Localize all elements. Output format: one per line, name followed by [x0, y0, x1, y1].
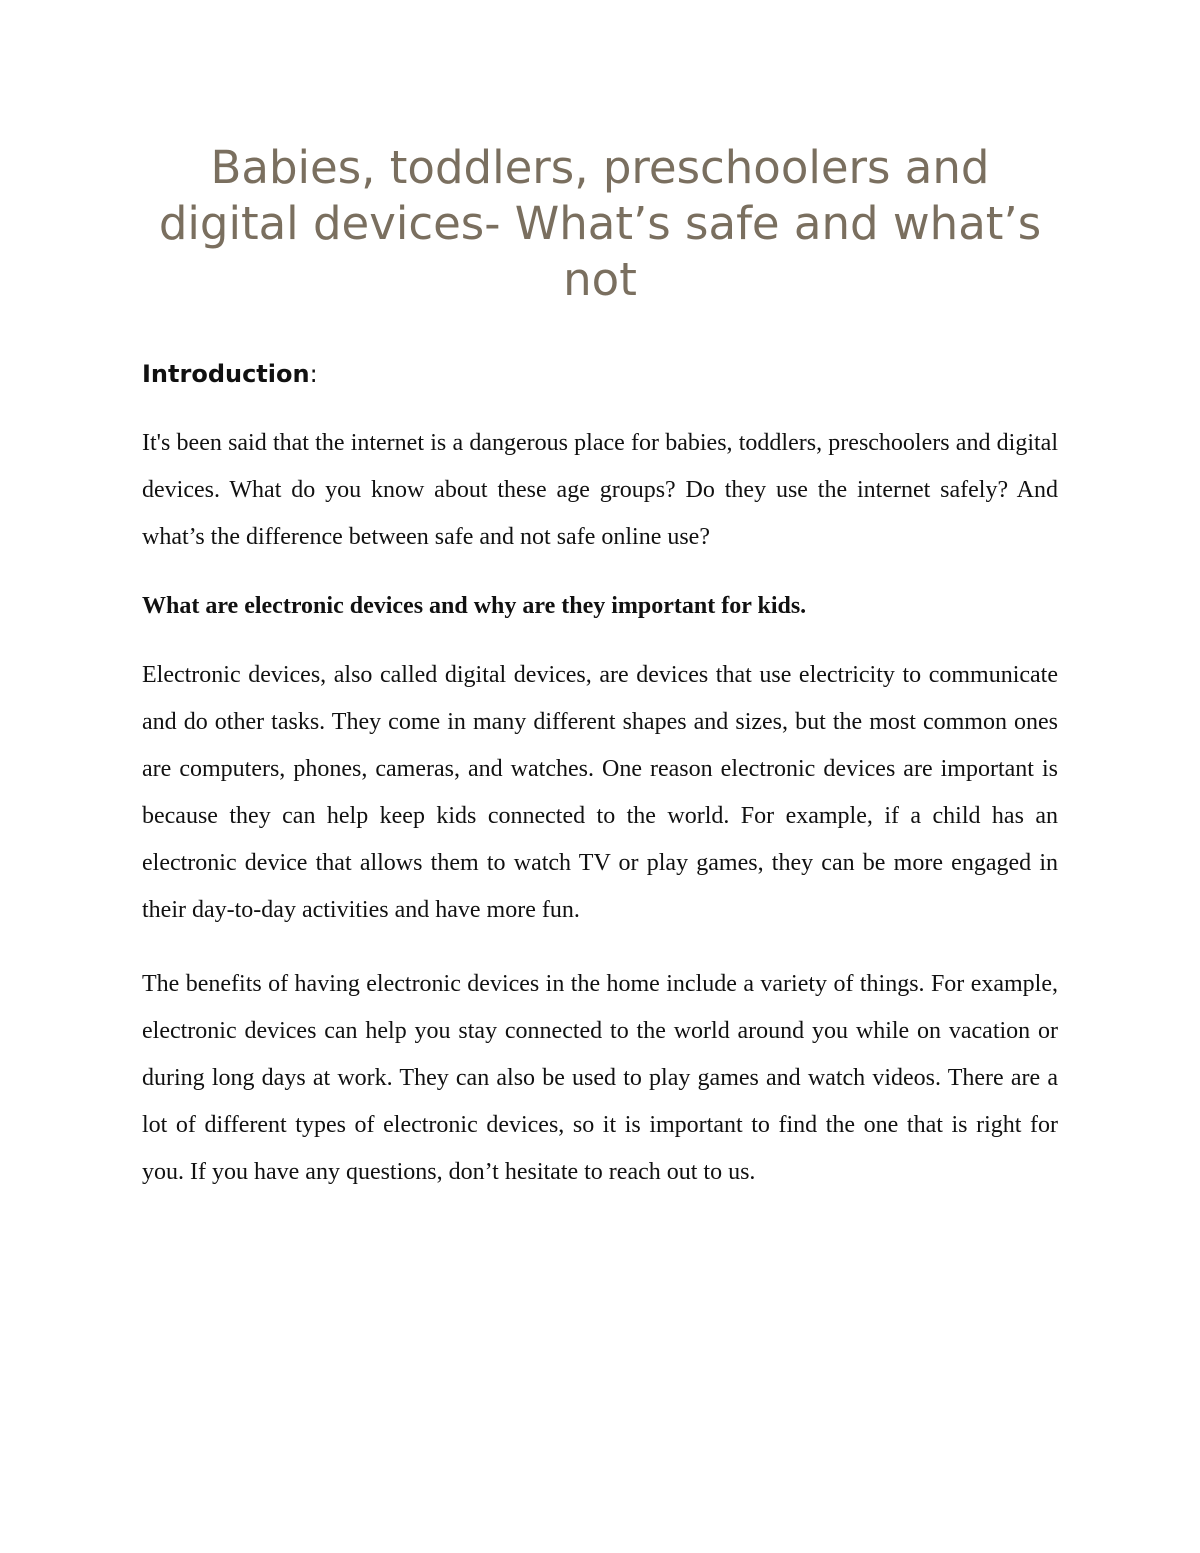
document-title: Babies, toddlers, preschoolers and digital devices- What’s safe and what’s not: [158, 141, 1042, 306]
intro-heading-label: Introduction: [142, 360, 310, 388]
intro-paragraph: It's been said that the internet is a dangerous place for babies, toddlers, preschoolers and digital devices. What do you know about these age groups? Do they use the internet safely? And what’s the difference between safe and not safe online use?: [142, 430, 1058, 550]
intro-heading-colon: :: [309, 360, 318, 388]
document-content: [142, 140, 1058, 1196]
intro-heading: [142, 358, 1058, 390]
section-subheading: What are electronic devices and why are they important for kids.: [142, 593, 807, 619]
body-paragraph-benefits: The benefits of having electronic devices in the home include a variety of things. For example, electronic devices can help you stay connected to the world around you while on vacation or during long days at work. They can also be used to play games and watch videos. There are a lot of different types of electronic devices, so it is important to find the one that is right for you. If you have any questions, don’t hesitate to reach out to us.: [142, 971, 1058, 1185]
body-paragraph-devices: Electronic devices, also called digital devices, are devices that use electricity to communicate and do other tasks. They come in many different shapes and sizes, but the most common ones are computers, phones, cameras, and watches. One reason electronic devices are important is because they can help keep kids connected to the world. For example, if a child has an electronic device that allows them to watch TV or play games, they can be more engaged in their day-to-day activities and have more fun.: [142, 662, 1058, 923]
